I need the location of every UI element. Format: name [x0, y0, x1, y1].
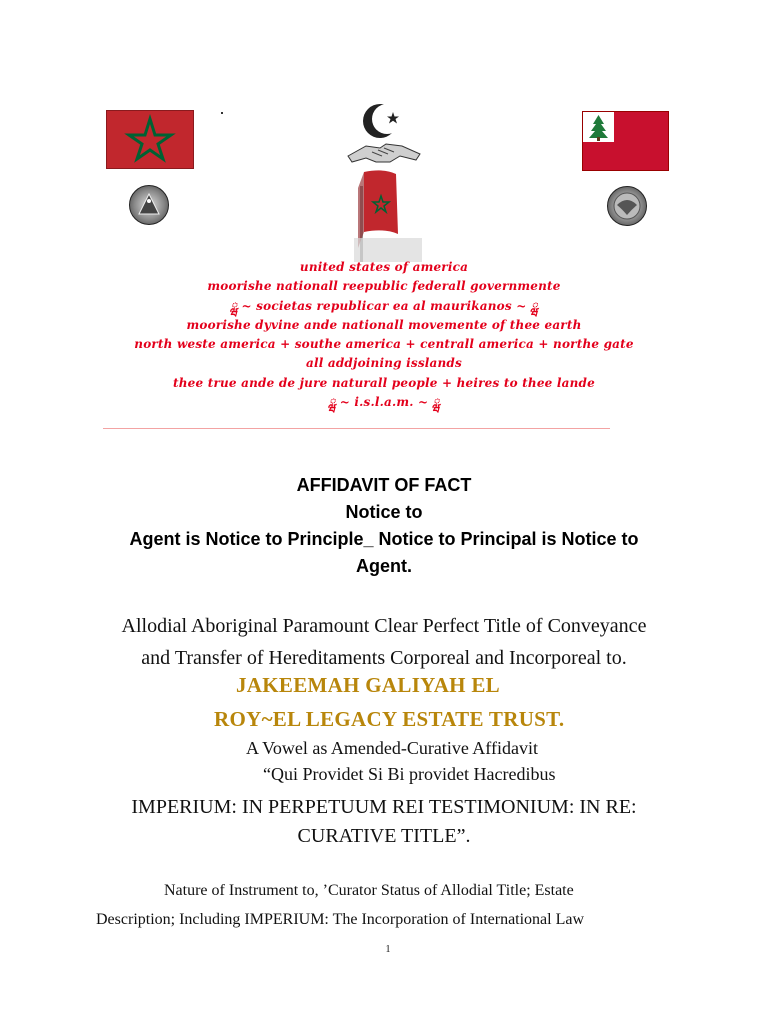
latin-line: “Qui Providet Si Bi providet Hacredibus — [263, 764, 556, 784]
trust-name: ROY~EL LEGACY ESTATE TRUST. — [214, 707, 565, 731]
nature-of-instrument — [70, 876, 698, 934]
grantee-name: JAKEEMAH GALIYAH EL — [236, 673, 500, 697]
title-line: Agent is Notice to Principle_ Notice to Principal is Notice to — [129, 529, 639, 549]
header-line: moorishe nationall reepublic federall governmente — [207, 279, 561, 294]
nature-line: Description; Including IMPERIUM: The Incorporation of International Law — [96, 911, 585, 928]
affidavit-title — [80, 472, 688, 580]
header-divider — [103, 428, 610, 429]
header-line: north weste america + southe america + centrall america + northe gate — [134, 337, 634, 352]
nature-line: Nature of Instrument to, ’Curator Status of Allodial Title; Estate — [164, 882, 574, 899]
header-line: moorishe dyvine ande nationall movemente of thee earth — [186, 317, 582, 332]
conveyance-line: Allodial Aboriginal Paramount Clear Perfect Title of Conveyance — [121, 615, 647, 637]
morocco-flag-icon — [106, 110, 194, 169]
new-england-flag-icon — [582, 111, 669, 171]
handshake-icon — [346, 138, 422, 166]
imperium-line: IMPERIUM: IN PERPETUUM REI TESTIMONIUM: IN RE: — [131, 796, 637, 818]
pyramid-seal-icon — [129, 185, 169, 225]
stray-dot — [221, 112, 223, 114]
great-seal-icon — [607, 186, 647, 226]
header-line: all addjoining isslands — [306, 356, 462, 371]
title-line: Agent. — [356, 556, 412, 576]
conveyance-statement — [60, 610, 708, 674]
conveyance-line: and Transfer of Hereditaments Corporeal and Incorporeal to. — [141, 647, 627, 669]
header-line: united states of america — [299, 260, 469, 274]
waving-flag-icon — [354, 168, 422, 262]
header-line: thee true ande de jure naturall people + heires to thee lande — [173, 375, 595, 390]
title-line: Notice to — [345, 502, 423, 522]
vowel-line: A Vowel as Amended-Curative Affidavit — [246, 738, 538, 758]
moorish-header — [100, 258, 668, 412]
title-line: AFFIDAVIT OF FACT — [296, 475, 472, 495]
header-line: ྺ ~ i.s.l.a.m. ~ ྺ — [328, 395, 440, 410]
header-line: ྺ ~ societas republicar ea al maurikanos ~ ྺ — [230, 298, 538, 313]
imperium-statement — [60, 793, 708, 851]
page-number: 1 — [385, 944, 391, 955]
imperium-line: CURATIVE TITLE”. — [297, 825, 471, 847]
